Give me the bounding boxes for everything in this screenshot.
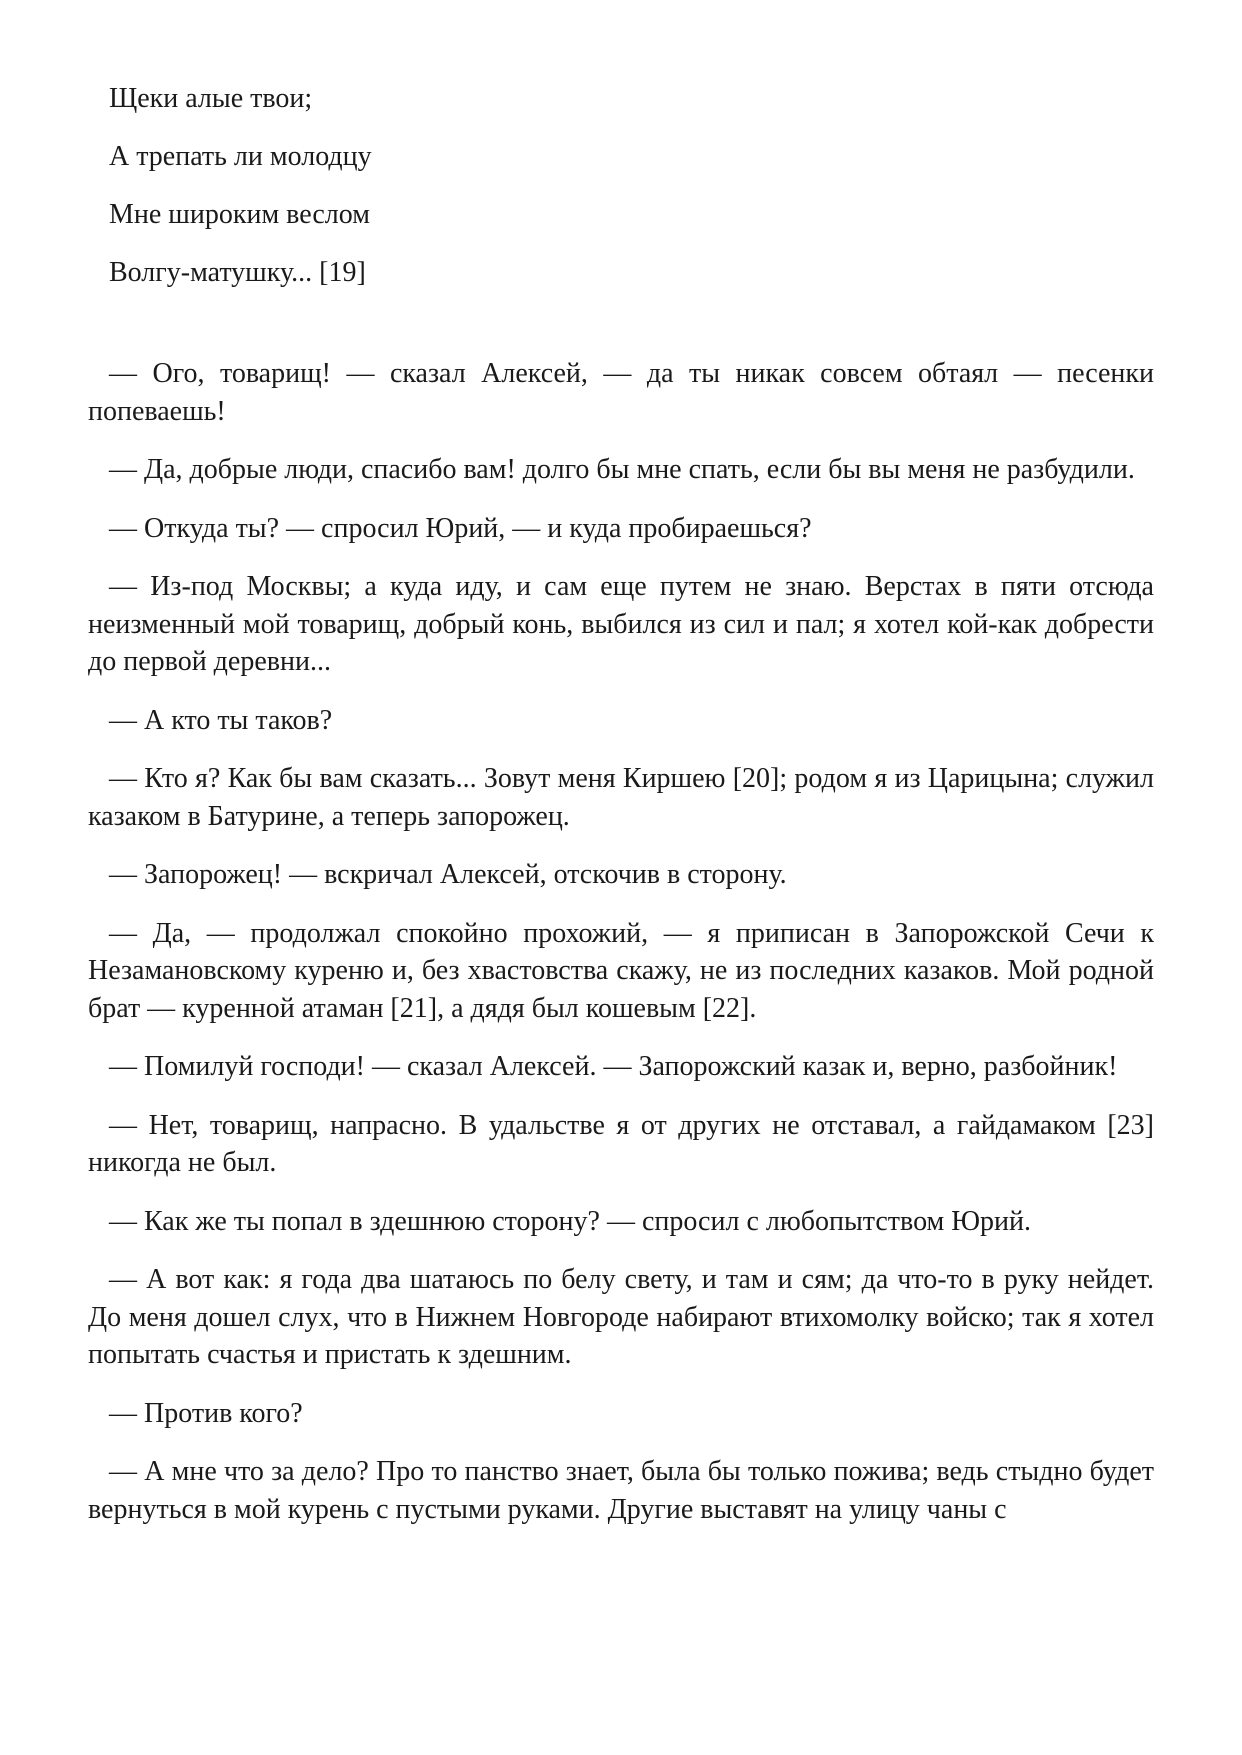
paragraph: — Как же ты попал в здешнюю сторону? — спросил с любопытством Юрий. (109, 1205, 1032, 1237)
paragraph: — Запорожец! — вскричал Алексей, отскочив в сторону. (109, 859, 787, 890)
paragraph: — А кто ты таков? (109, 704, 333, 736)
paragraph: — Кто я? Как бы вам сказать... Зовут меня Киршею [20]; родом я из Царицына; служил казаком в Батурине, а теперь запорожец. (88, 763, 1154, 832)
paragraph: — Да, — продолжал спокойно прохожий, — я приписан в Запорожской Сечи к Незамановскому куреню и, без хвастовства скажу, не из последних казаков. Мой родной брат — куренной атаман [21], а дядя был кошевым [22]. (88, 917, 1154, 1024)
paragraph: — Откуда ты? — спросил Юрий, — и куда пробираешься? (109, 512, 812, 544)
paragraph: — А вот как: я года два шатаюсь по белу свету, и там и сям; да что-то в руку нейдет. До меня дошел слух, что в Нижнем Новгороде набирают втихомолку войско; так я хотел попытать счастья и пристать к здешним. (88, 1264, 1154, 1370)
prose-block (88, 355, 1154, 1528)
verse-line: А трепать ли молодцу (109, 141, 372, 172)
verse-line: Волгу-матушку... [19] (109, 257, 366, 288)
verse-line: Щеки алые твои; (109, 83, 313, 114)
paragraph: — Ого, товарищ! — сказал Алексей, — да ты никак совсем обтаял — песенки попеваешь! (88, 358, 1154, 427)
paragraph: — Помилуй господи! — сказал Алексей. — Запорожский казак и, верно, разбойник! (109, 1051, 1118, 1082)
paragraph: — А мне что за дело? Про то панство знает, была бы только пожива; ведь стыдно будет вернуться в мой курень с пустыми руками. Другие выставят на улицу чаны с (88, 1456, 1154, 1525)
paragraph: — Против кого? (109, 1397, 303, 1429)
verse-line: Мне широким веслом (109, 199, 370, 230)
document-page (88, 80, 1154, 1549)
paragraph: — Да, добрые люди, спасибо вам! долго бы мне спать, если бы вы меня не разбудили. (109, 454, 1135, 485)
verse-block (88, 80, 1154, 291)
paragraph: — Из-под Москвы; а куда иду, и сам еще путем не знаю. Верстах в пяти отсюда неизменный мой товарищ, добрый конь, выбился из сил и пал; я хотел кой-как добрести до первой деревни... (88, 571, 1154, 677)
paragraph: — Нет, товарищ, напрасно. В удальстве я от других не отставал, а гайдамаком [23] никогда не был. (88, 1109, 1154, 1178)
